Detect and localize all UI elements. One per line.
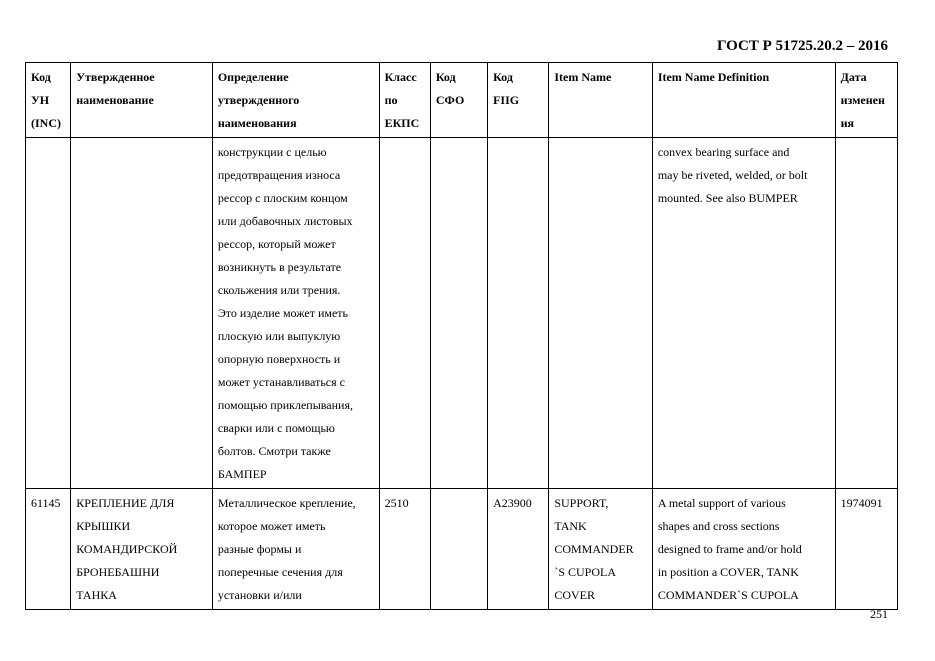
cell-text-line: или добавочных листовых bbox=[217, 214, 353, 228]
cell-text-line: скольжения или трения. bbox=[217, 283, 341, 297]
document-table bbox=[25, 62, 898, 610]
cell-item-name bbox=[549, 138, 652, 489]
column-header-change-date bbox=[835, 63, 897, 138]
cell-text-line: рессор с плоским концом bbox=[217, 191, 348, 205]
cell-text-line: опорную поверхность и bbox=[217, 352, 341, 366]
cell-text-line: COMMANDER`S CUPOLA bbox=[657, 588, 799, 602]
cell-item-name bbox=[549, 489, 652, 610]
cell-text-line: in position a COVER, TANK bbox=[657, 565, 799, 579]
cell-text-line: рессор, который может bbox=[217, 237, 336, 251]
cell-item-name-definition bbox=[652, 138, 835, 489]
header-text-line: утвержденного bbox=[217, 93, 300, 107]
cell-text-line: КОМАНДИРСКОЙ bbox=[76, 542, 178, 556]
cell-text-line: 1974091 bbox=[840, 496, 883, 510]
standard-code: ГОСТ Р 51725.20.2 – 2016 bbox=[716, 38, 888, 54]
column-header-inc bbox=[26, 63, 71, 138]
cell-text-line: `S CUPOLA bbox=[554, 565, 617, 579]
table-row bbox=[26, 489, 898, 610]
cell-approved-name bbox=[71, 138, 213, 489]
cell-text-line: Это изделие может иметь bbox=[217, 306, 349, 320]
header-text-line: (INC) bbox=[31, 116, 61, 130]
cell-text-line: TANK bbox=[554, 519, 587, 533]
cell-text-line: 2510 bbox=[384, 496, 409, 510]
cell-ekps-class bbox=[379, 489, 430, 610]
column-header-approved-name bbox=[71, 63, 213, 138]
cell-text-line: COVER bbox=[554, 588, 596, 602]
cell-approved-name bbox=[71, 489, 213, 610]
cell-text-line: convex bearing surface and bbox=[657, 145, 790, 159]
cell-definition bbox=[212, 489, 379, 610]
cell-text-line: болтов. Смотри также bbox=[217, 444, 331, 458]
cell-item-name-definition bbox=[652, 489, 835, 610]
header-text-line: FIIG bbox=[493, 93, 520, 107]
header-text-line: Код bbox=[493, 70, 513, 84]
header-text-line: Дата bbox=[840, 70, 867, 84]
header-text-line: Item Name Definition bbox=[657, 70, 770, 84]
cell-text-line: Металлическое крепление, bbox=[217, 496, 356, 510]
header-text-line: УН bbox=[31, 93, 50, 107]
cell-text-line: может устанавливаться с bbox=[217, 375, 345, 389]
column-header-fiig-code bbox=[488, 63, 549, 138]
column-header-ekps-class bbox=[379, 63, 430, 138]
cell-text-line: БАМПЕР bbox=[217, 467, 267, 481]
header-text-line: Код bbox=[31, 70, 51, 84]
cell-text-line: поперечные сечения для bbox=[217, 565, 343, 579]
header-text-line: Класс bbox=[384, 70, 417, 84]
cell-text-line: установки и/или bbox=[217, 588, 302, 602]
header-text-line: ия bbox=[840, 116, 855, 130]
column-header-definition bbox=[212, 63, 379, 138]
cell-text-line: designed to frame and/or hold bbox=[657, 542, 802, 556]
cell-change-date bbox=[835, 489, 897, 610]
cell-text-line: предотвращения износа bbox=[217, 168, 341, 182]
column-header-item-name-definition bbox=[652, 63, 835, 138]
cell-text-line: COMMANDER bbox=[554, 542, 634, 556]
cell-sfo-code bbox=[430, 489, 487, 610]
cell-change-date bbox=[835, 138, 897, 489]
cell-text-line: A metal support of various bbox=[657, 496, 786, 510]
cell-text-line: помощью приклепывания, bbox=[217, 398, 353, 412]
cell-inc bbox=[26, 138, 71, 489]
cell-text-line: A23900 bbox=[493, 496, 532, 510]
cell-text-line: которое может иметь bbox=[217, 519, 326, 533]
cell-fiig-code bbox=[488, 138, 549, 489]
table-row bbox=[26, 138, 898, 489]
header-text-line: Определение bbox=[217, 70, 289, 84]
cell-ekps-class bbox=[379, 138, 430, 489]
cell-definition bbox=[212, 138, 379, 489]
cell-text-line: КРЕПЛЕНИЕ ДЛЯ bbox=[76, 496, 175, 510]
cell-text-line: возникнуть в результате bbox=[217, 260, 342, 274]
header-text-line: ЕКПС bbox=[384, 116, 420, 130]
header-text-line: изменен bbox=[840, 93, 885, 107]
cell-text-line: mounted. See also BUMPER bbox=[657, 191, 798, 205]
header-text-line: Item Name bbox=[554, 70, 612, 84]
column-header-item-name bbox=[549, 63, 652, 138]
cell-text-line: SUPPORT, bbox=[554, 496, 609, 510]
header-text-line: наименования bbox=[217, 116, 297, 130]
header-text-line: Утвержденное bbox=[76, 70, 155, 84]
column-header-sfo-code bbox=[430, 63, 487, 138]
table-header-row bbox=[26, 63, 898, 138]
cell-text-line: конструкции с целью bbox=[217, 145, 327, 159]
cell-text-line: КРЫШКИ bbox=[76, 519, 131, 533]
cell-text-line: shapes and cross sections bbox=[657, 519, 780, 533]
header-text-line: Код bbox=[435, 70, 456, 84]
cell-text-line: сварки или с помощью bbox=[217, 421, 335, 435]
cell-text-line: разные формы и bbox=[217, 542, 302, 556]
header-text-line: наименование bbox=[76, 93, 154, 107]
cell-text-line: плоскую или выпуклую bbox=[217, 329, 341, 343]
header-text-line: СФО bbox=[435, 93, 465, 107]
cell-text-line: may be riveted, welded, or bolt bbox=[657, 168, 808, 182]
cell-inc bbox=[26, 489, 71, 610]
page-number: 251 bbox=[870, 607, 888, 621]
header-text-line: по bbox=[384, 93, 398, 107]
cell-fiig-code bbox=[488, 489, 549, 610]
cell-text-line: БРОНЕБАШНИ bbox=[76, 565, 160, 579]
cell-text-line: 61145 bbox=[31, 496, 61, 510]
cell-sfo-code bbox=[430, 138, 487, 489]
cell-text-line: ТАНКА bbox=[76, 588, 117, 602]
